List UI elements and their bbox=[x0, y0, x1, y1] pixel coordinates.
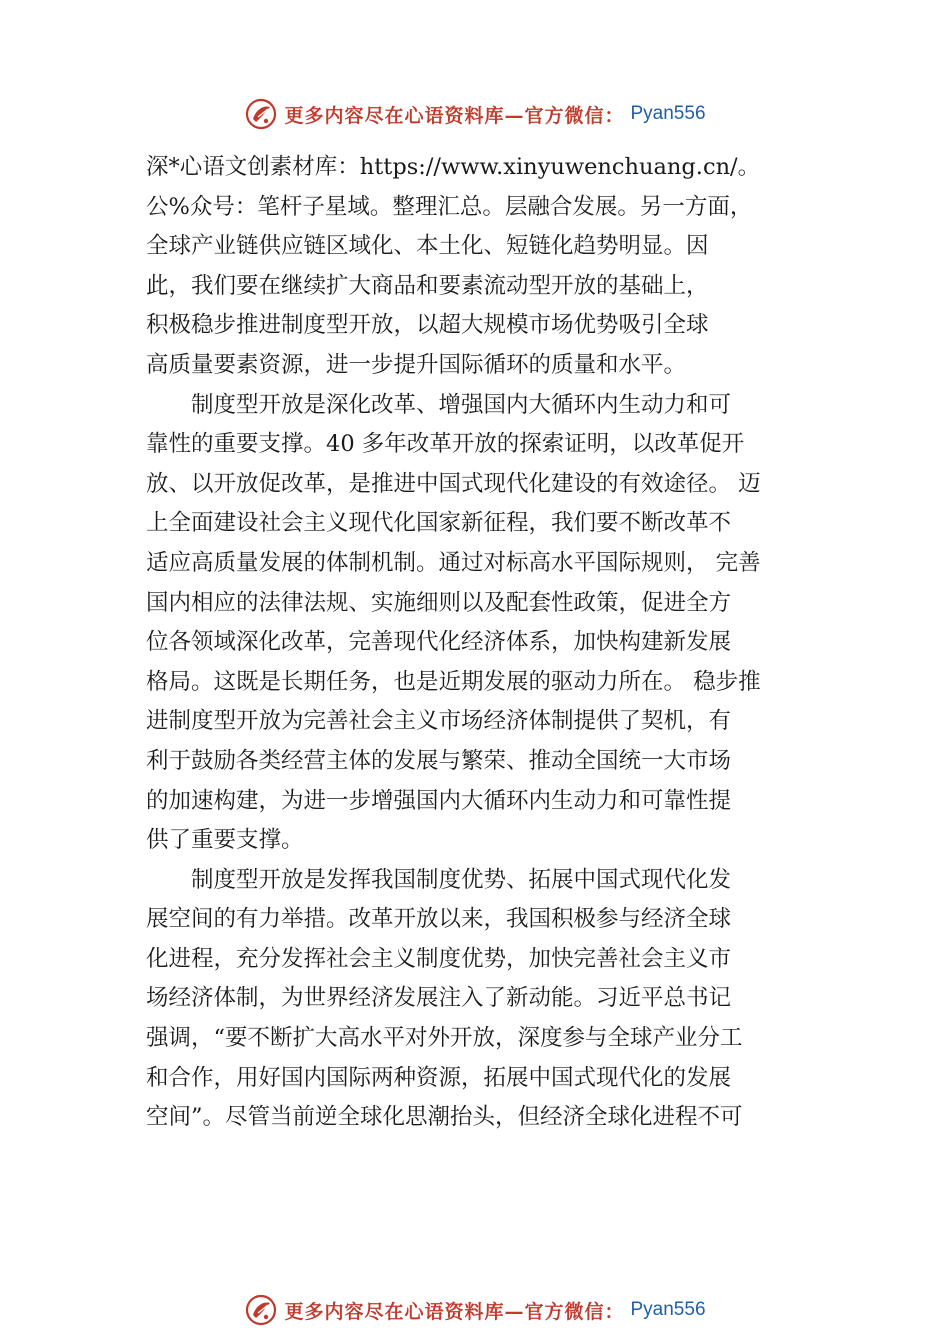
text-line: 强调，“要不断扩大高水平对外开放，深度参与全球产业分工 bbox=[146, 1025, 743, 1052]
xinyu-logo-icon bbox=[244, 1293, 278, 1327]
text-line: 积极稳步推进制度型开放，以超大规模市场优势吸引全球 bbox=[146, 312, 709, 339]
text-line: 格局。这既是长期任务，也是近期发展的驱动力所在。 稳步推 bbox=[146, 668, 761, 695]
text-line: 适应高质量发展的体制机制。通过对标高水平国际规则， 完善 bbox=[146, 549, 761, 576]
text-line: 上全面建设社会主义现代化国家新征程，我们要不断改革不 bbox=[146, 510, 732, 537]
text-line: 化进程，充分发挥社会主义制度优势，加快完善社会主义市 bbox=[146, 945, 732, 972]
text-line: 深*心语文创素材库：https://www.xinyuwenchuang.cn/。 bbox=[146, 154, 761, 180]
text-line: 此，我们要在继续扩大商品和要素流动型开放的基础上， bbox=[146, 272, 709, 299]
paragraph-2 bbox=[146, 386, 816, 861]
text-line: 制度型开放是发挥我国制度优势、拓展中国式现代化发 bbox=[191, 866, 732, 893]
text-line: 进制度型开放为完善社会主义市场经济体制提供了契机，有 bbox=[146, 708, 732, 735]
text-line: 国内相应的法律法规、实施细则以及配套性政策，促进全方 bbox=[146, 589, 732, 616]
xinyu-logo-icon bbox=[244, 97, 278, 131]
text-line: 公%众号：笔杆子星域。整理汇总。层融合发展。另一方面， bbox=[146, 193, 753, 220]
text-line: 高质量要素资源，进一步提升国际循环的质量和水平。 bbox=[146, 351, 687, 378]
text-line: 位各领域深化改革，完善现代化经济体系，加快构建新发展 bbox=[146, 629, 732, 656]
text-line: 制度型开放是深化改革、增强国内大循环内生动力和可 bbox=[191, 391, 732, 418]
text-line: 利于鼓励各类经营主体的发展与繁荣、推动全国统一大市场 bbox=[146, 747, 732, 774]
paragraph-1 bbox=[146, 148, 816, 386]
text-line: 全球产业链供应链区域化、本土化、短链化趋势明显。因 bbox=[146, 233, 709, 260]
page-header-banner bbox=[0, 94, 950, 134]
banner-text: 更多内容尽在心语资料库—官方微信： bbox=[284, 104, 625, 127]
text-line: 供了重要支撑。 bbox=[146, 827, 304, 854]
paragraph-3 bbox=[146, 861, 816, 1138]
page-footer-banner bbox=[0, 1290, 950, 1330]
text-line: 场经济体制，为世界经济发展注入了新动能。习近平总书记 bbox=[146, 985, 732, 1012]
document-body bbox=[146, 148, 816, 1138]
text-line: 空间”。尽管当前逆全球化思潮抬头，但经济全球化进程不可 bbox=[146, 1104, 743, 1131]
text-line: 放、以开放促改革，是推进中国式现代化建设的有效途径。 迈 bbox=[146, 470, 761, 497]
text-line: 和合作，用好国内国际两种资源，拓展中国式现代化的发展 bbox=[146, 1064, 732, 1091]
text-line: 靠性的重要支撑。40 多年改革开放的探索证明，以改革促开 bbox=[146, 431, 745, 458]
banner-text: 更多内容尽在心语资料库—官方微信： bbox=[284, 1300, 625, 1323]
text-line: 展空间的有力举措。改革开放以来，我国积极参与经济全球 bbox=[146, 906, 732, 933]
wechat-id: Pyan556 bbox=[630, 103, 706, 124]
text-line: 的加速构建，为进一步增强国内大循环内生动力和可靠性提 bbox=[146, 787, 732, 814]
wechat-id: Pyan556 bbox=[630, 1299, 706, 1320]
